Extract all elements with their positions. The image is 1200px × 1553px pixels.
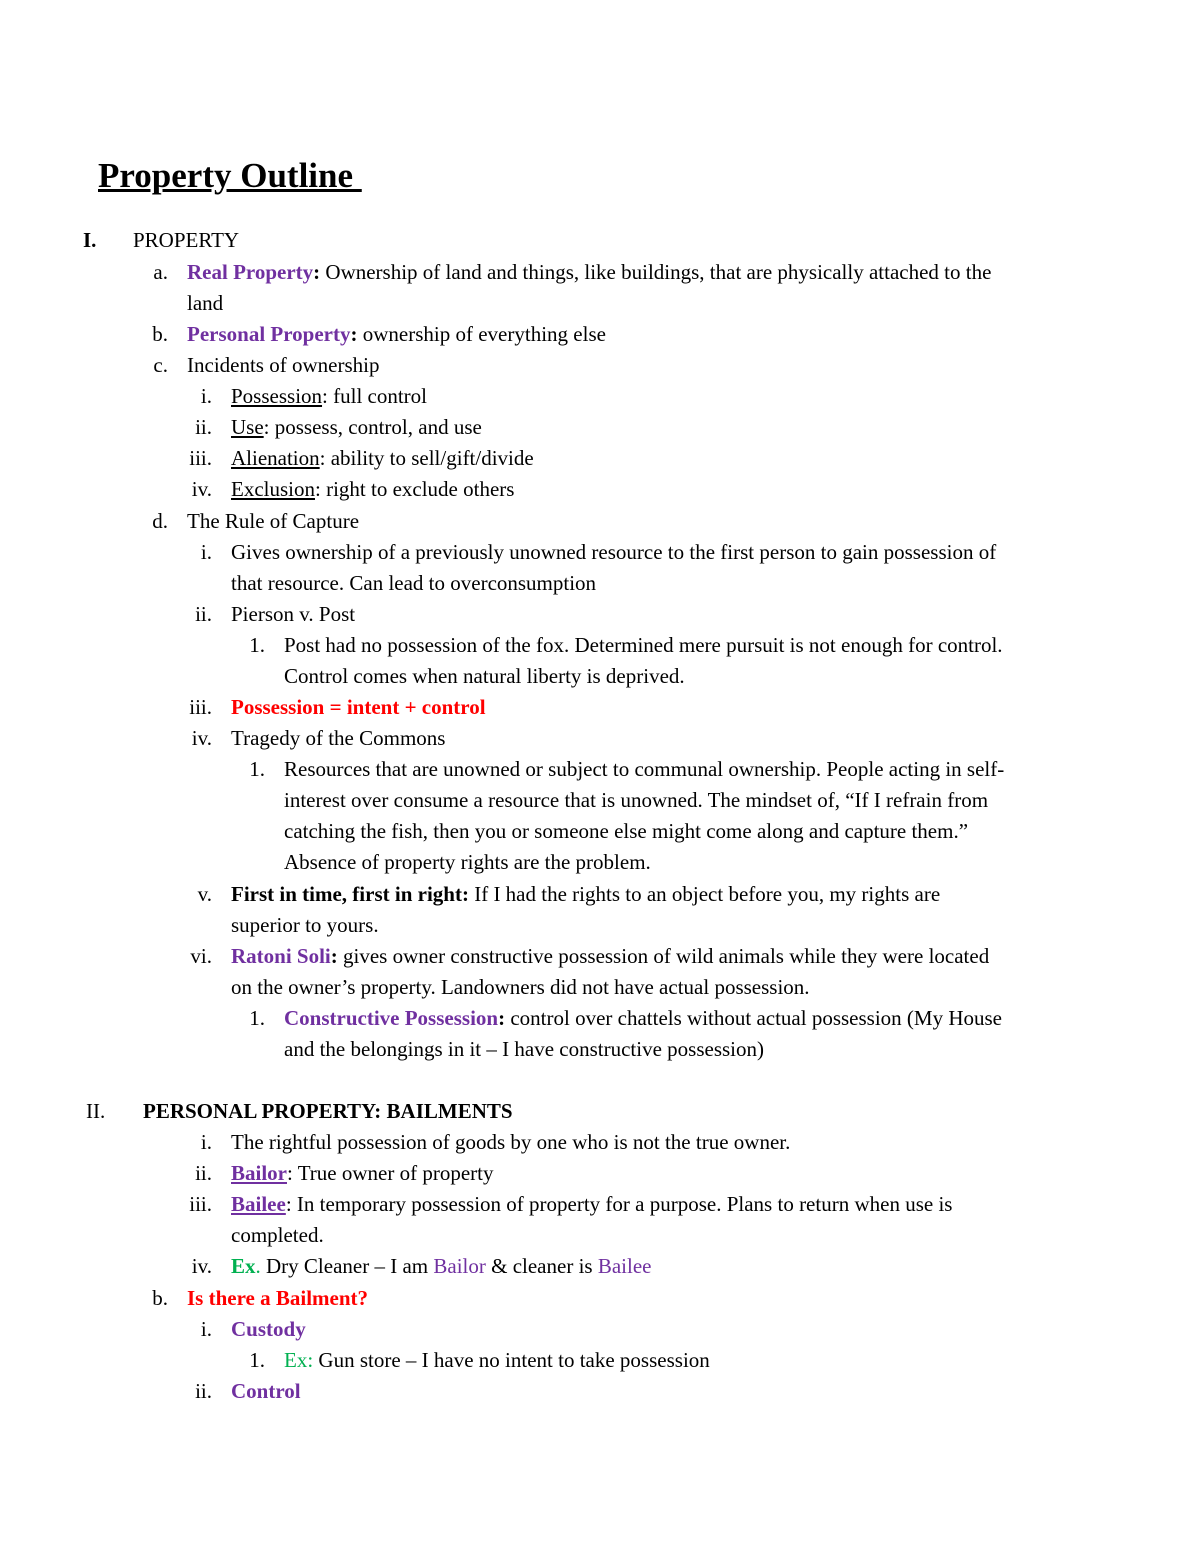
bailor-term: Bailor xyxy=(231,1161,287,1185)
page-title: Property Outline xyxy=(98,156,362,195)
list-item-cont: completed. xyxy=(231,1223,324,1247)
list-item-cont: superior to yours. xyxy=(231,913,379,937)
list-item: Constructive Possession: control over chattels without actual possession (My House xyxy=(284,1006,1002,1030)
bailee-term: Bailee xyxy=(231,1192,286,1216)
item-real-property-cont: land xyxy=(187,291,224,315)
item-personal-property: Personal Property: ownership of everything else xyxy=(187,322,606,346)
list-item: Exclusion: right to exclude others xyxy=(231,477,515,501)
bailment-question: Is there a Bailment? xyxy=(187,1286,369,1310)
document-page: Property Outline I. PROPERTY a. Real Property: Ownership of land and things, like buildings, that are physically attached to the land b. Personal Property: ownership of everything else c. Incidents of ownership i. Possession: full control ii. Use: possess, control, and use iii. Alienation: ability to sell/gift/divide iv. Exclusion: right to exclude others d. The Rule of Capture i. Gives ownership of a previously unowned resource to the first person to gain possession of that resource. Can lead to overconsumption ii. Pierson v. Post 1. Post had no possession of the fox. Determined mere pursuit is not enough for control. Control comes when natural liberty is deprived. iii. Possession = intent + control iv. Tragedy of the Commons 1. Resources that are unowned or subject to communal ownership. People acting in self- interest over consume a resource that is unowned. The mindset of, “If I refrain from catching the fish, then you or someone else might come along and capture them.” Absence of property rights are the problem. v. First in time, first in right: If I had the rights to an object before you, my rights are superior to yours. vi. Ratoni Soli: gives owner constructive possession of wild animals while they were located on the owner’s property. Landowners did not have actual possession. 1. Constructive Possession: control over chattels without actual possession (My House and the belongings in it – I have constructive possession) II. PERSONAL PROPERTY: BAILMENTS i. The rightful possession of goods by one who is not the true owner. ii. Bailor: True owner of property iii. Bailee: In temporary possession of property for a purpose. Plans to return when use is completed. iv. Ex. Dry Cleaner – I am Bailor & cleaner is Bailee b. Is there a Bailment? i. Custody 1. Ex: Gun store – I have no intent to take possession ii. Control xyxy=(0,0,1200,1553)
list-item-cont: on the owner’s property. Landowners did not have actual possession. xyxy=(231,975,810,999)
item-d-marker: d. xyxy=(152,509,168,533)
list-item: Ex: Gun store – I have no intent to take possession xyxy=(284,1348,710,1372)
list-item-cont: and the belongings in it – I have constructive possession) xyxy=(284,1037,764,1061)
item-rule-of-capture: The Rule of Capture xyxy=(187,509,360,533)
list-item: Use: possess, control, and use xyxy=(231,415,482,439)
list-item: Bailee: In temporary possession of property for a purpose. Plans to return when use is xyxy=(231,1192,953,1216)
list-item: Tragedy of the Commons xyxy=(231,726,446,750)
list-item: First in time, first in right: If I had the rights to an object before you, my rights are xyxy=(231,882,941,906)
list-item: Possession: full control xyxy=(231,384,428,408)
section-1-heading: PROPERTY xyxy=(133,228,240,252)
custody-term: Custody xyxy=(231,1317,306,1341)
possession-formula: Possession = intent + control xyxy=(231,695,486,719)
control-term: Control xyxy=(231,1379,301,1403)
list-item-cont: that resource. Can lead to overconsumption xyxy=(231,571,597,595)
list-item: Ratoni Soli: gives owner constructive possession of wild animals while they were located xyxy=(231,944,990,968)
list-item-cont: Control comes when natural liberty is deprived. xyxy=(284,664,685,688)
list-item: Gives ownership of a previously unowned resource to the first person to gain possession of xyxy=(231,540,997,564)
list-item-cont: catching the fish, then you or someone else might come along and capture them.” xyxy=(284,819,969,843)
item-b-marker: b. xyxy=(152,322,168,346)
item-c-marker: c. xyxy=(153,353,168,377)
item-a-marker: a. xyxy=(153,260,168,284)
list-item-cont: Absence of property rights are the problem. xyxy=(284,850,651,874)
list-item: Resources that are unowned or subject to communal ownership. People acting in self- xyxy=(284,757,1005,781)
list-item: Alienation: ability to sell/gift/divide xyxy=(231,446,534,470)
item-real-property: Real Property: Ownership of land and things, like buildings, that are physically attached to the xyxy=(187,260,992,284)
section-1-numeral: I. xyxy=(83,228,97,252)
section-2-heading: PERSONAL PROPERTY: BAILMENTS xyxy=(143,1099,513,1123)
list-item: Bailor: True owner of property xyxy=(231,1161,494,1185)
item-incidents: Incidents of ownership xyxy=(187,353,380,377)
list-item: The rightful possession of goods by one who is not the true owner. xyxy=(231,1130,791,1154)
personal-property-term: Personal Property xyxy=(187,322,351,346)
section-2-numeral: II. xyxy=(86,1099,106,1123)
real-property-term: Real Property xyxy=(187,260,314,284)
list-item-cont: interest over consume a resource that is unowned. The mindset of, “If I refrain from xyxy=(284,788,989,812)
list-item: Pierson v. Post xyxy=(231,602,356,626)
list-item: Post had no possession of the fox. Determined mere pursuit is not enough for control. xyxy=(284,633,1003,657)
list-item: Ex. Dry Cleaner – I am Bailor & cleaner is Bailee xyxy=(231,1254,652,1278)
